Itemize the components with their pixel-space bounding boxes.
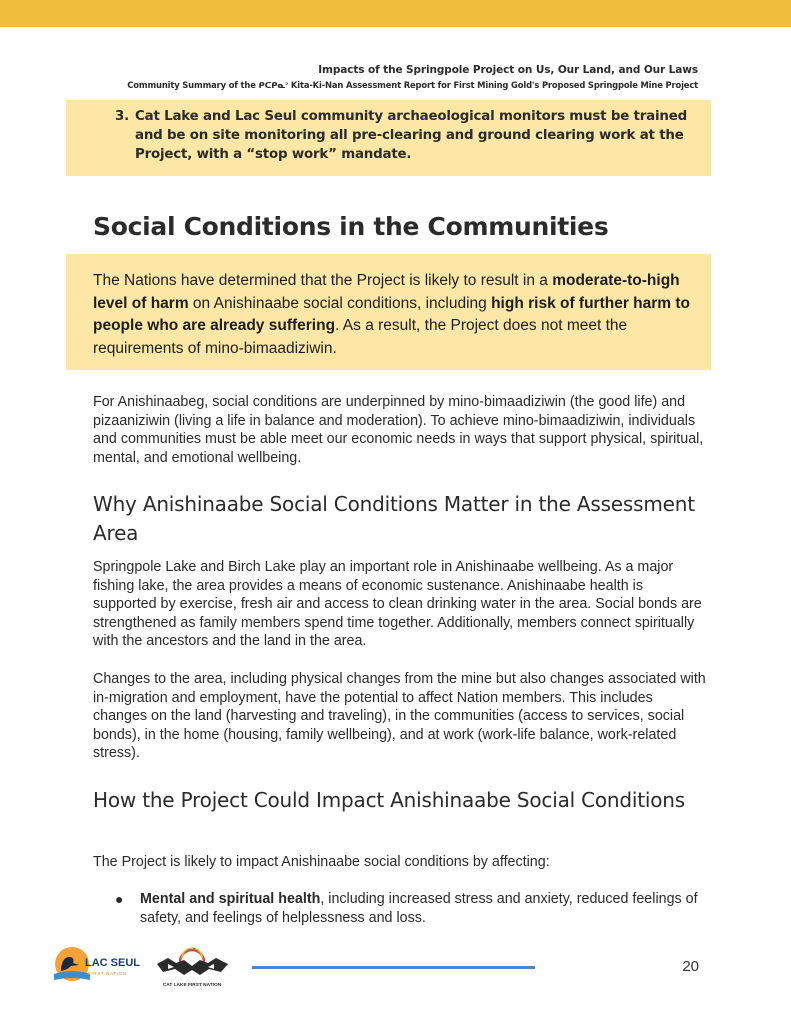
report-header-title: Impacts of the Springpole Project on Us, Our Land, and Our Laws xyxy=(318,64,698,76)
bullet-icon: ● xyxy=(115,891,124,907)
footer-divider xyxy=(252,966,535,969)
why-heading: Why Anishinaabe Social Conditions Matter in the Assessment Area xyxy=(93,492,695,545)
logo-name: LAC SEUL xyxy=(85,957,140,969)
harm-level-emphasis: moderate-to-high level of harm xyxy=(93,272,680,312)
how-heading: How the Project Could Impact Anishinaabe Social Conditions xyxy=(93,788,685,812)
animal-figures-icon xyxy=(157,958,228,975)
section-title: Social Conditions in the Communities xyxy=(93,212,609,241)
lac-seul-first-nation-logo xyxy=(50,944,142,988)
bullet-text: , including increased stress and anxiety, reduced feelings of safety, and feelings of helplessness and loss. xyxy=(140,891,698,926)
risk-emphasis: high risk of further harm to people who are already suffering xyxy=(93,294,691,334)
list-item xyxy=(115,890,705,928)
recommendation-number: 3. xyxy=(115,109,130,124)
top-accent-bar xyxy=(0,0,791,27)
cat-lake-first-nation-logo xyxy=(150,944,235,990)
recommendation-text: Cat Lake and Lac Seul community archaeological monitors must be trained and be on site monitoring all pre-clearing and ground clearing work at the Project, with a “stop work” mandate. xyxy=(135,109,687,162)
why-paragraph-2: Changes to the area, including physical changes from the mine but also changes associated with in-migration and employment, have the potential to affect Nation members. This includes changes on the land (harvesting and traveling), in the communities (access to services, social bonds), in the home (housing, family wellbeing), and at work (work-life balance, work-related stress). xyxy=(93,671,706,762)
why-paragraph-1: Springpole Lake and Birch Lake play an important role in Anishinaabe wellbeing. As a major fishing lake, the area provides a means of economic sustenance. Anishinaabe health is supported by exercise, fresh air and access to clean drinking water in the area. Social bonds are strengthened as family members spend time together. Additionally, members connect spiritually with the ancestors and the land in the area. xyxy=(93,559,702,650)
logo-subname: FIRST NATION xyxy=(88,971,127,976)
bullet-emphasis: Mental and spiritual health xyxy=(140,891,321,907)
determination-callout: The Nations have determined that the Project is likely to result in a moderate-to-high level of harm on Anishinaabe social conditions, including high risk of further harm to people who are already suffering. As a result, the Project does not meet the requirements of mino-bimaadiziwin. xyxy=(93,272,691,357)
logo-label: CAT LAKE FIRST NATION xyxy=(162,983,222,988)
intro-paragraph: For Anishinaabeg, social conditions are underpinned by mino-bimaadiziwin (the good life) and pizaaniziwin (living a life in balance and moderation). To achieve mino-bimaadiziwin, individuals and communities must be able meet our economic needs in ways that support physical, spiritual, mental, and emotional wellbeing. xyxy=(93,394,704,466)
report-header-subtitle: Community Summary of the ᑭᑕᑭᓇᐣ Kita-Ki-Nan Assessment Report for First Mining Gold's Proposed Springpole Mine Project xyxy=(127,80,698,90)
recommendation-item xyxy=(115,107,695,164)
page-number: 20 xyxy=(682,958,699,975)
how-intro: The Project is likely to impact Anishinaabe social conditions by affecting: xyxy=(93,854,550,870)
